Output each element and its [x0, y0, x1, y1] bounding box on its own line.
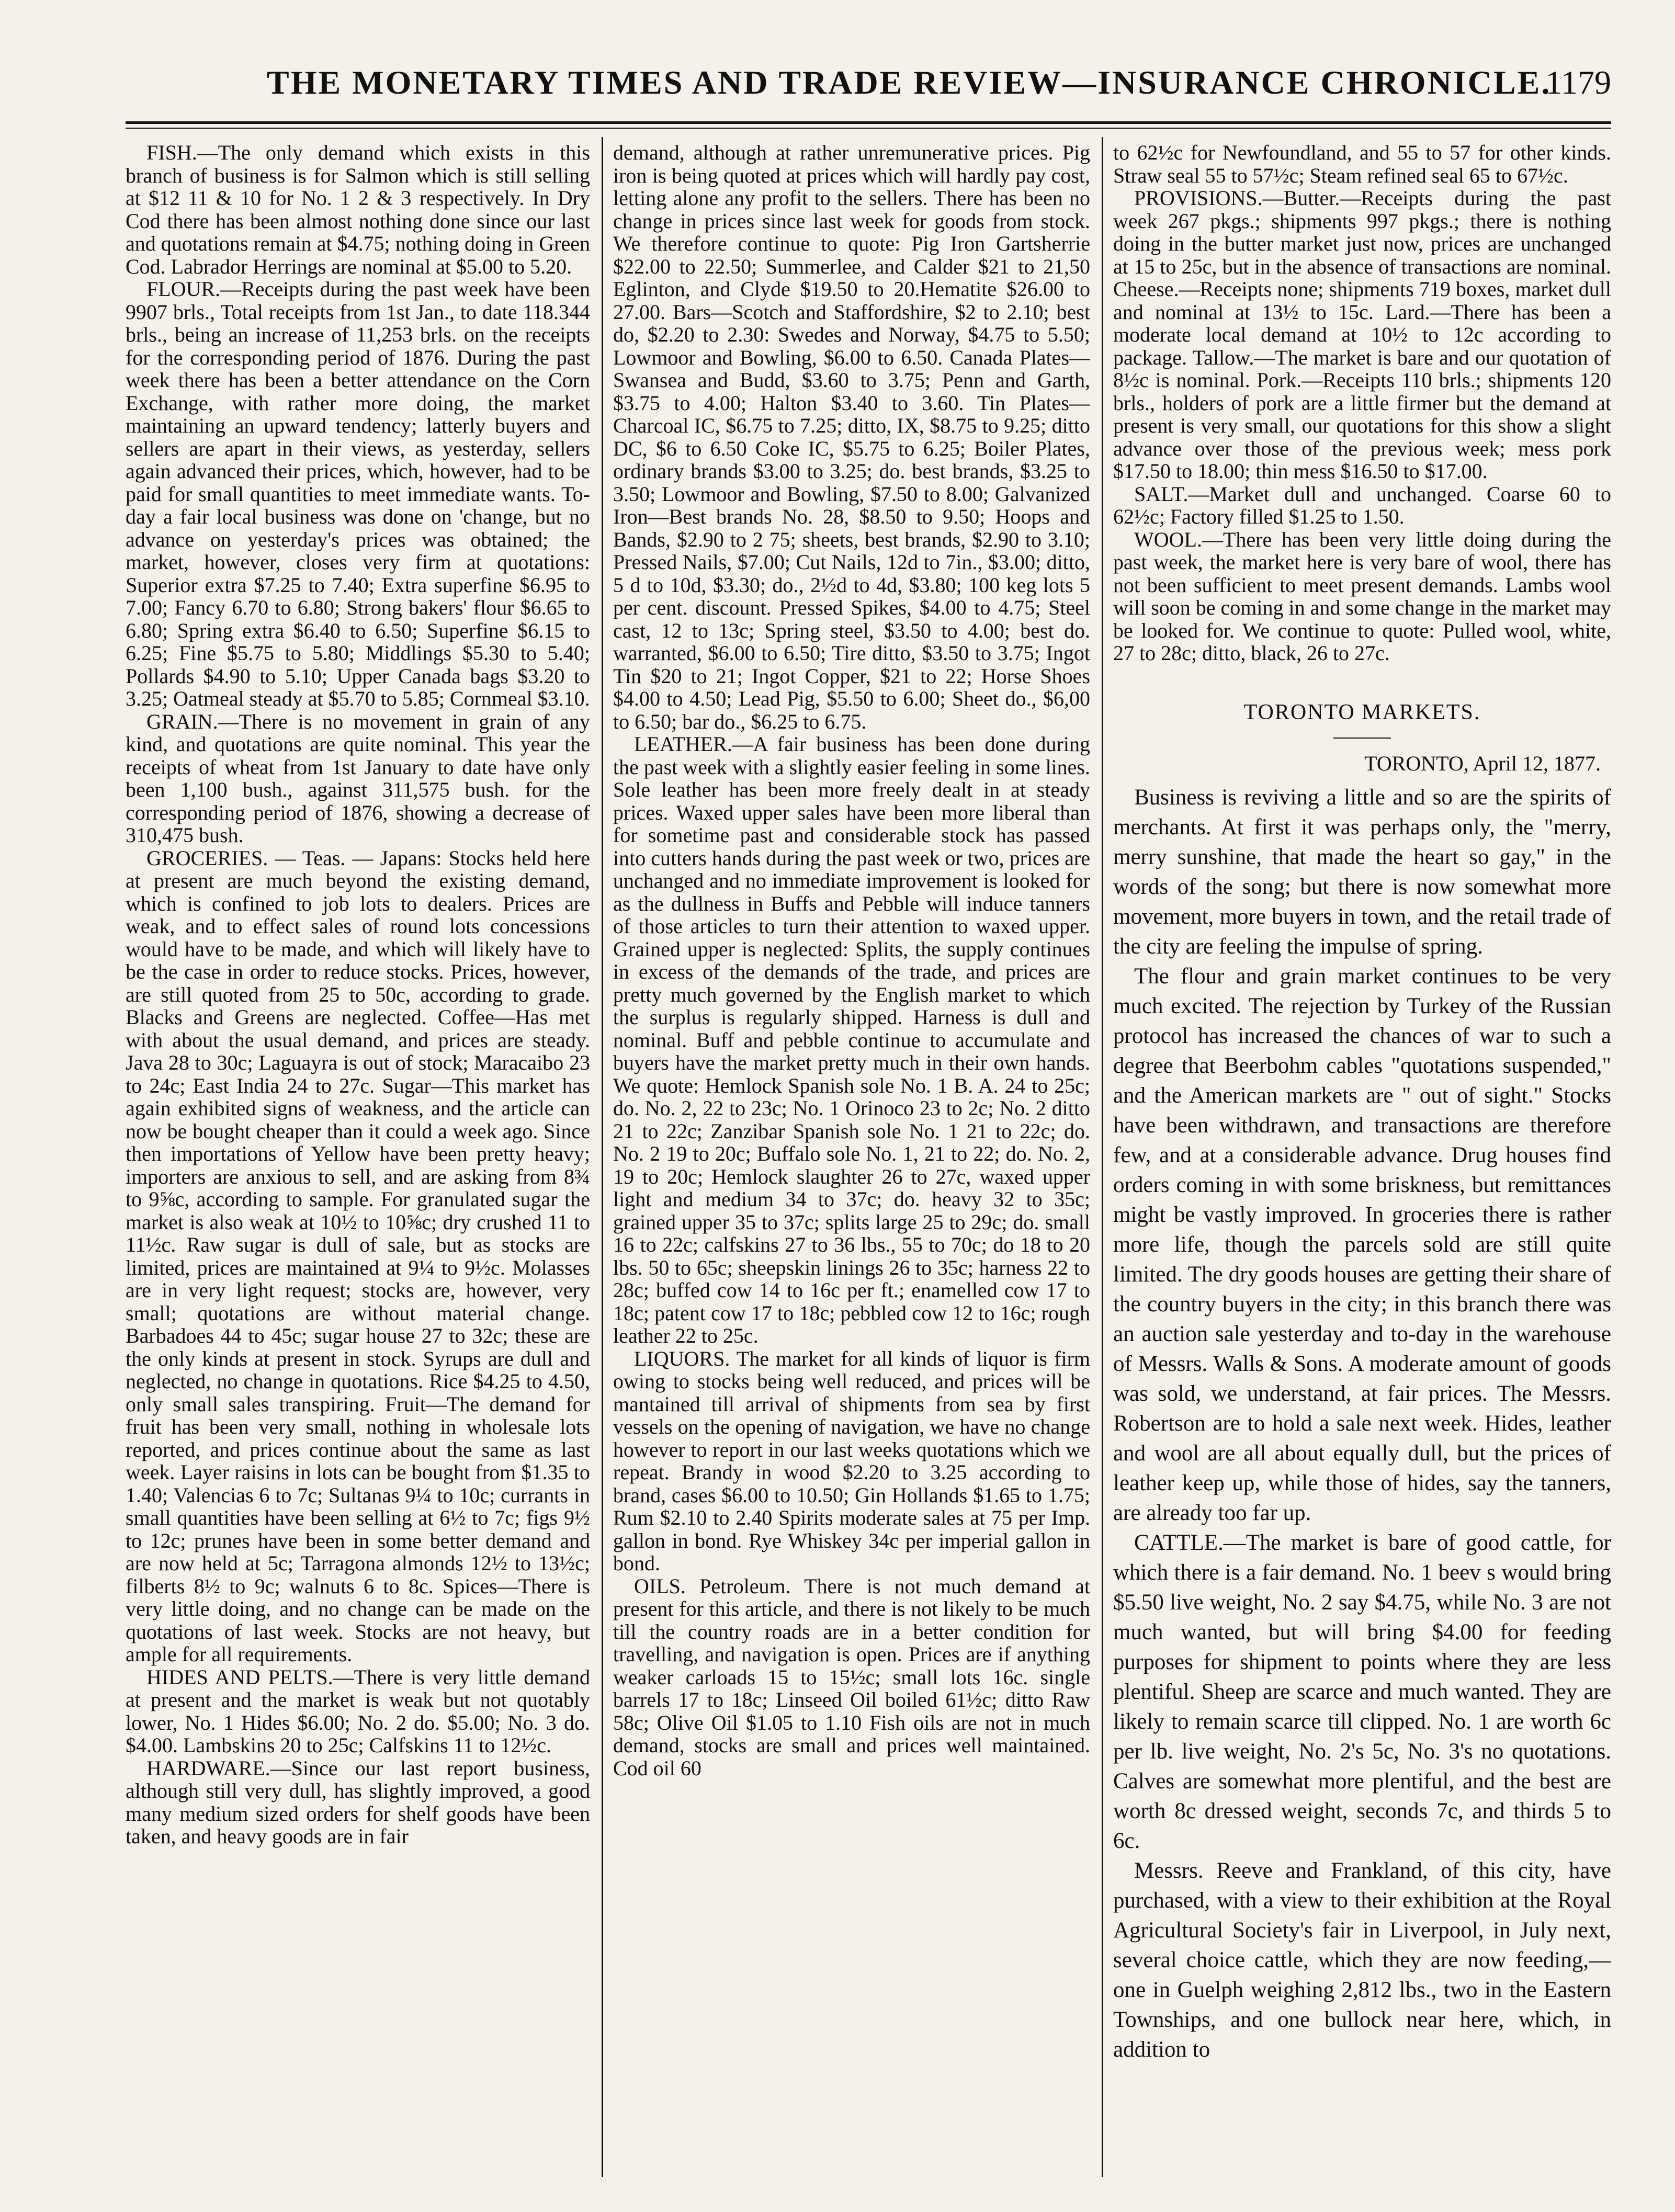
page-number: 1179 — [1545, 64, 1611, 101]
article-paragraph: HARDWARE.—Since our last report business, although still very dull, has slightly improved, a good many medium sized orders for shelf goods have been taken, and heavy goods are in fair — [126, 1756, 590, 1848]
article-paragraph: Business is reviving a little and so are the spirits of merchants. At first it was perhaps only, the "merry, merry sunshine, that made the heart so gay," in the words of the song; but there is now somewhat more movement, more buyers in town, and the retail trade of the city are feeling the impulse of spring. — [1113, 785, 1611, 959]
article-paragraph: WOOL.—There has been very little doing during the past week, the market here is very bare of wool, there has not been sufficient to meet present demands. Lambs wool will soon be coming in and some change in the market may be looked for. We continue to quote: Pulled wool, white, 27 to 28c; ditto, black, 26 to 27c. — [1113, 527, 1611, 665]
column-divider — [602, 137, 603, 2177]
article-paragraph: demand, although at rather unremunerative prices. Pig iron is being quoted at prices which will hardly pay cost, letting alone any profit to the sellers. There has been no change in prices since last week for goods from stock. We therefore continue to quote: Pig Iron Gartsherrie $22.00 to 22.50; Summerlee, and Calder $21 to 21,50 Eglinton, and Clyde $19.50 to 20.Hematite $26.00 to 27.00. Bars—Scotch and Staffordshire, $2 to 2.10; best do, $2.20 to 2.30: Swedes and Norway, $4.75 to 5.50; Lowmoor and Bowling, $6.00 to 6.50. Canada Plates—Swansea and Budd, $3.60 to 3.75; Penn and Garth, $3.75 to 4.00; Halton $3.40 to 3.60. Tin Plates—Charcoal IC, $6.75 to 7.25; ditto, IX, $8.75 to 9.25; ditto DC, $6 to 6.50 Coke IC, $5.75 to 6.25; Boiler Plates, ordinary brands $3.00 to 3.25; do. best brands, $3.25 to 3.50; Lowmoor and Bowling, $7.50 to 8.00; Galvanized Iron—Best brands No. 28, $8.50 to 9.50; Hoops and Bands, $2.90 to 2 75; sheets, best brands, $2.90 to 3.10; Pressed Nails, $7.00; Cut Nails, 12d to 7in., $3.00; ditto, 5 d to 10d, $3.30; do., 2½d to 4d, $3.80; 100 keg lots 5 per cent. discount. Pressed Spikes, $4.00 to 4.75; Steel cast, 12 to 13c; Spring steel, $3.50 to 4.00; best do. warranted, $6.00 to 6.50; Tire ditto, $3.50 to 3.75; Ingot Tin $20 to 21; Ingot Copper, $21 to 22; Horse Shoes $4.00 to 4.50; Lead Pig, $5.50 to 6.00; Sheet do., $6,00 to 6.50; bar do., $6.25 to 6.75. — [613, 141, 1090, 733]
column-divider — [1102, 137, 1103, 2177]
article-paragraph: Messrs. Reeve and Frankland, of this city, have purchased, with a view to their exhibition at the Royal Agricultural Society's fair in Liverpool, in July next, several choice cattle, which they are now feeding,—one in Guelph weighing 2,812 lbs., two in the Eastern Townships, and one bullock near here, which, in addition to — [1113, 1858, 1611, 2062]
masthead — [126, 56, 1611, 109]
article-paragraph: LIQUORS. The market for all kinds of liquor is firm owing to stocks being well reduced, and prices will be mantained till arrival of shipments from sea by first vessels on the opening of navigation, we have no change however to report in our last weeks quotations which we repeat. Brandy in wood $2.20 to 3.25 according to brand, cases $6.00 to 10.50; Gin Hollands $1.65 to 1.75; Rum $2.10 to 2.40 Spirits moderate sales at 75 per Imp. gallon in bond. Rye Whiskey 34c per imperial gallon in bond. — [613, 1346, 1090, 1575]
masthead-title: THE MONETARY TIMES AND TRADE REVIEW—INSURANCE CHRONICLE. — [267, 64, 1552, 101]
column-2 — [613, 141, 1090, 2176]
article-paragraph: FISH.—The only demand which exists in this branch of business is for Salmon which is still selling at $12 11 & 10 for No. 1 2 & 3 respectively. In Dry Cod there has been almost nothing done since our last and quotations remain at $4.75; nothing doing in Green Cod. Labrador Herrings are nominal at $5.00 to 5.20. — [126, 141, 590, 278]
dateline: TORONTO, April 12, 1877. — [1364, 752, 1601, 775]
article-paragraph: FLOUR.—Receipts during the past week have been 9907 brls., Total receipts from 1st Jan., to date 118.344 brls., being an increase of 11,253 brls. on the receipts for the corresponding period of 1876. During the past week there has been a better attendance on the Corn Exchange, with rather more doing, the market maintaining an upward tendency; latterly buyers and sellers are apart in their views, as yesterday, sellers again advanced their prices, which, however, had to be paid for small quantities to meet immediate wants. To-day a fair local business was done on 'change, but no advance on yesterday's prices was obtained; the market, however, closes very firm at quotations: Superior extra $7.25 to 7.40; Extra superfine $6.95 to 7.00; Fancy 6.70 to 6.80; Strong bakers' flour $6.65 to 6.80; Spring extra $6.40 to 6.50; Superfine $6.15 to 6.25; Fine $5.75 to 5.80; Middlings $5.30 to 5.40; Pollards $4.90 to 5.10; Upper Canada bags $3.20 to 3.25; Oatmeal steady at $5.70 to 5.85; Cornmeal $3.10. — [126, 277, 590, 710]
article-paragraph: The flour and grain market continues to be very much excited. The rejection by Turkey of the Russian protocol has increased the chances of war to such a degree that Beerbohm cables "quotations suspended," and the American markets are " out of sight." Stocks have been withdrawn, and transactions are therefore few, and at a considerable advance. Drug houses find orders coming in with some briskness, but remittances might be vastly improved. In groceries there is rather more life, though the parcels sold are still quite limited. The dry goods houses are getting their share of the country buyers in the city; in this branch there was an auction sale yesterday and to-day in the warehouse of Messrs. Walls & Sons. A moderate amount of goods was sold, we understand, at fair prices. The Messrs. Robertson are to hold a sale next week. Hides, leather and wool are all about equally dull, but the prices of leather keep up, while those of hides, say the tanners, are already too far up. — [1113, 963, 1611, 1525]
masthead-rule-thin — [126, 128, 1611, 129]
article-paragraph: HIDES AND PELTS.—There is very little demand at present and the market is weak but not quotably lower, No. 1 Hides $6.00; No. 2 do. $5.00; No. 3 do. $4.00. Lambskins 20 to 25c; Calfskins 11 to 12½c. — [126, 1665, 590, 1757]
masthead-rule — [126, 121, 1611, 124]
article-paragraph: GROCERIES. — Teas. — Japans: Stocks held here at present are much beyond the existing demand, which is confined to job lots to dealers. Prices are weak, and to effect sales of round lots concessions would have to be made, and which will likely have to be the case in order to reduce stocks. Prices, however, are still quoted from 25 to 50c, according to grade. Blacks and Greens are neglected. Coffee—Has met with about the usual demand, and prices are steady. Java 28 to 30c; Laguayra is out of stock; Maracaibo 23 to 24c; East India 24 to 27c. Sugar—This market has again exhibited signs of weakness, and the article can now be bought cheaper than it could a week ago. Since then importations of Yellow have been pretty heavy; importers are anxious to sell, and are asking from 8¾ to 9⅝c, according to sample. For granulated sugar the market is also weak at 10½ to 10⅝c; dry crushed 11 to 11½c. Raw sugar is dull of sale, but as stocks are limited, prices are maintained at 9¼ to 9½c. Molasses are in very light request; stocks are, however, very small; quotations are without material change. Barbadoes 44 to 45c; sugar house 27 to 32c; these are the only kinds at present in stock. Syrups are dull and neglected, no change in quotations. Rice $4.25 to 4.50, only small sales transpiring. Fruit—The demand for fruit has been very small, nothing in wholesale lots reported, and prices continue about the same as last week. Layer raisins in lots can be bought from $1.35 to 1.40; Valencias 6 to 7c; Sultanas 9¼ to 10c; currants in small quantities have been selling at 6½ to 7c; figs 9½ to 12c; prunes have been in some better demand and are now held at 5c; Tarragona almonds 12½ to 13½c; filberts 8½ to 9c; walnuts 6 to 8c. Spices—There is very little doing, and no change can be made on the quotations of last week. Stocks are not heavy, but ample for all requirements. — [126, 846, 590, 1666]
section-heading: TORONTO MARKETS. — [1243, 700, 1481, 724]
column-3 — [1113, 141, 1611, 2176]
article-paragraph: SALT.—Market dull and unchanged. Coarse 60 to 62½c; Factory filled $1.25 to 1.50. — [1113, 482, 1611, 528]
heading-rule — [1333, 738, 1391, 739]
article-paragraph: LEATHER.—A fair business has been done during the past week with a slightly easier feeling in some lines. Sole leather has been more freely dealt in at steady prices. Waxed upper sales have been more liberal than for sometime past and considerable stock has passed into cutters hands during the past week or two, prices are unchanged and no immediate improvement is looked for as the dullness in Buffs and Pebble will induce tanners of those articles to turn their attention to waxed upper. Grained upper is neglected: Splits, the supply continues in excess of the demands of the trade, and prices are pretty much governed by the English market to which the surplus is regularly shipped. Harness is dull and nominal. Buff and pebble continue to accumulate and buyers have the market pretty much in their own hands. We quote: Hemlock Spanish sole No. 1 B. A. 24 to 25c; do. No. 2, 22 to 23c; No. 1 Orinoco 23 to 2c; No. 2 ditto 21 to 22c; Zanzibar Spanish sole No. 1 21 to 22c; do. No. 2 19 to 20c; Buffalo sole No. 1, 21 to 22; do. No. 2, 19 to 20c; Hemlock slaughter 26 to 27c, waxed upper light and medium 34 to 37c; do. heavy 32 to 35c; grained upper 35 to 37c; splits large 25 to 29c; do. small 16 to 22c; calfskins 27 to 36 lbs., 55 to 70c; do 18 to 20 lbs. 50 to 65c; sheepskin linings 26 to 35c; harness 22 to 28c; buffed cow 14 to 16c per ft.; enamelled cow 17 to 18c; patent cow 17 to 18c; pebbled cow 12 to 16c; rough leather 22 to 25c. — [613, 732, 1090, 1347]
article-paragraph: PROVISIONS.—Butter.—Receipts during the past week 267 pkgs.; shipments 997 pkgs.; there is nothing doing in the butter market just now, prices are unchanged at 15 to 25c, but in the absence of transactions are nominal. Cheese.—Receipts none; shipments 719 boxes, market dull and nominal at 13½ to 15c. Lard.—There has been a moderate local demand at 10½ to 12c according to package. Tallow.—The market is bare and our quotation of 8½c is nominal. Pork.—Receipts 110 brls.; shipments 120 brls., holders of pork are a little firmer but the demand at present is very small, our quotations for this show a slight advance over those of the previous week; mess pork $17.50 to 18.00; thin mess $16.50 to $17.00. — [1113, 186, 1611, 483]
article-paragraph: GRAIN.—There is no movement in grain of any kind, and quotations are quite nominal. This year the receipts of wheat from 1st January to date have only been 1,100 bush., against 311,575 bush. for the corresponding period of 1876, showing a decrease of 310,475 bush. — [126, 709, 590, 847]
article-paragraph: OILS. Petroleum. There is not much demand at present for this article, and there is not likely to be much till the country roads are in a better condition for travelling, and navigation is open. Prices are if anything weaker carloads 15 to 15½c; small lots 16c. single barrels 17 to 18c; Linseed Oil boiled 61½c; ditto Raw 58c; Olive Oil $1.05 to 1.10 Fish oils are not in much demand, stocks are small and prices well maintained. Cod oil 60 — [613, 1574, 1090, 1780]
article-paragraph: to 62½c for Newfoundland, and 55 to 57 for other kinds. Straw seal 55 to 57½c; Steam refined seal 65 to 67½c. — [1113, 141, 1611, 187]
article-paragraph: CATTLE.—The market is bare of good cattle, for which there is a fair demand. No. 1 beev s would bring $5.50 live weight, No. 2 say $4.75, while No. 3 are not much wanted, but will bring $4.00 for feeding purposes for shipment to points where they are less plentiful. Sheep are scarce and much wanted. They are likely to remain scarce till clipped. No. 1 are worth 6c per lb. live weight, No. 2's 5c, No. 3's no quotations. Calves are somewhat more plentiful, and the best are worth 8c dressed weight, seconds 7c, and thirds 5 to 6c. — [1113, 1530, 1611, 1853]
column-1 — [126, 141, 590, 2176]
toronto-markets-section — [1113, 701, 1611, 2064]
